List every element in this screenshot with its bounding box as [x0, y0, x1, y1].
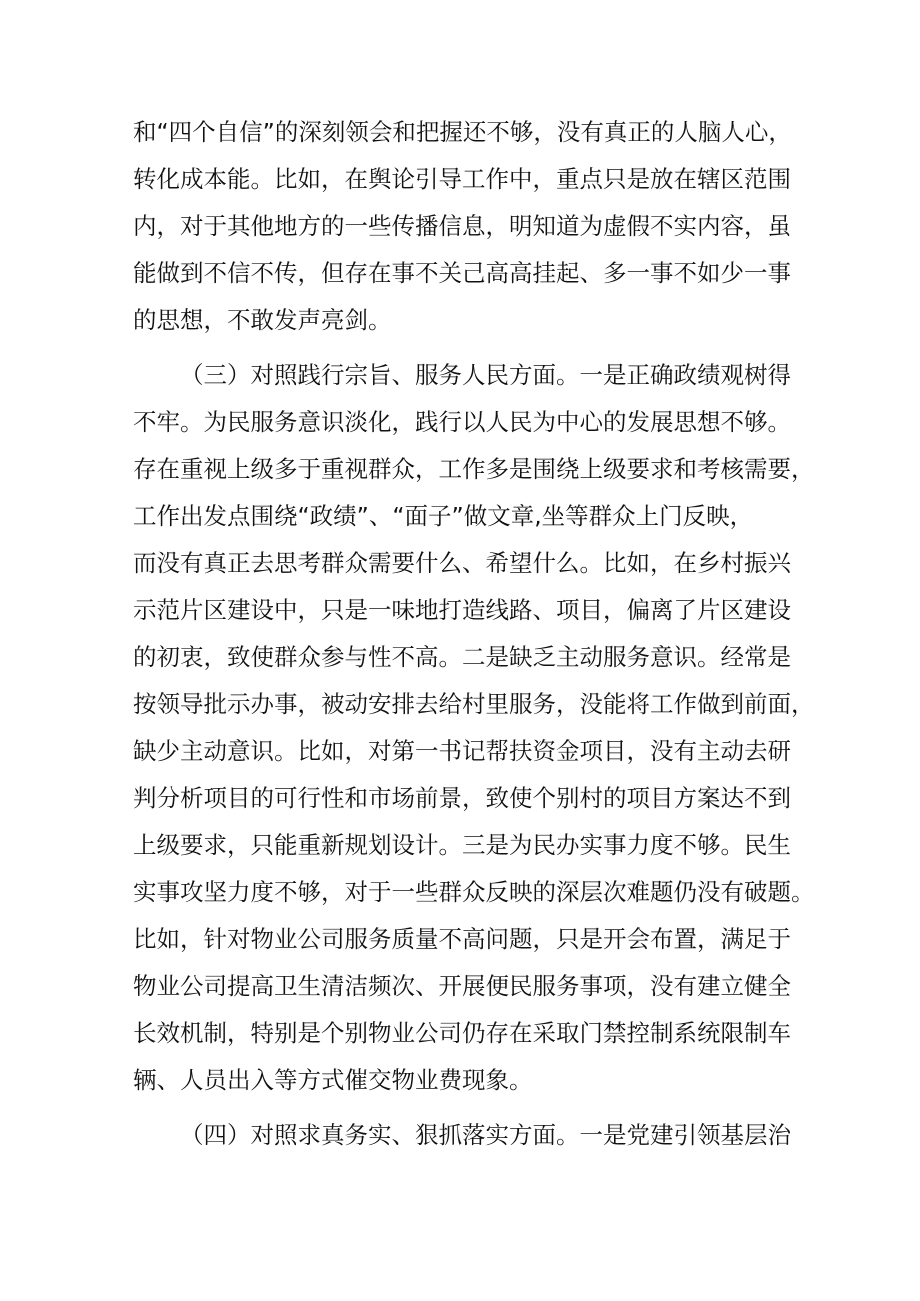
paragraph-line: 的初衷，致使群众参与性不高。二是缺乏主动服务意识。经常是 — [133, 643, 791, 671]
paragraph-line: 实事攻坚力度不够，对于一些群众反映的深层次难题仍没有破题。 — [133, 878, 815, 906]
paragraph-line: 而没有真正去思考群众需要什么、希望什么。比如，在乡村振兴 — [133, 549, 791, 577]
paragraph-line: 转化成本能。比如，在舆论引导工作中，重点只是放在辖区范围 — [133, 165, 791, 193]
section-heading-line: （四）对照求真务实、狠抓落实方面。一是党建引领基层治 — [180, 1121, 791, 1149]
paragraph-line: 不牢。为民服务意识淡化，践行以人民为中心的发展思想不够。 — [133, 408, 791, 436]
paragraph-line: 工作出发点围绕“政绩”、“面子”做文章,坐等群众上门反映， — [133, 502, 754, 530]
paragraph-line: 比如，针对物业公司服务质量不高问题，只是开会布置，满足于 — [133, 925, 791, 953]
paragraph-line: 和“四个自信”的深刻领会和把握还不够，没有真正的人脑人心， — [133, 118, 792, 146]
paragraph-line: 上级要求，只能重新规划设计。三是为民办实事力度不够。民生 — [133, 831, 791, 859]
paragraph-line: 内，对于其他地方的一些传播信息，明知道为虚假不实内容，虽 — [133, 212, 791, 240]
paragraph-line: 示范片区建设中，只是一味地打造线路、项目，偏离了片区建设 — [133, 596, 791, 624]
paragraph-line: 判分析项目的可行性和市场前景，致使个别村的项目方案达不到 — [133, 784, 791, 812]
paragraph-line: 按领导批示办事，被动安排去给村里服务，没能将工作做到前面， — [133, 690, 815, 718]
paragraph-line: 存在重视上级多于重视群众，工作多是围绕上级要求和考核需要， — [133, 455, 815, 483]
paragraph-line: 物业公司提高卫生清洁频次、开展便民服务事项，没有建立健全 — [133, 972, 791, 1000]
paragraph-line: 长效机制，特别是个别物业公司仍存在采取门禁控制系统限制车 — [133, 1019, 791, 1047]
paragraph-line: 辆、人员出入等方式催交物业费现象。 — [133, 1066, 533, 1094]
section-heading-line: （三）对照践行宗旨、服务人民方面。一是正确政绩观树得 — [180, 361, 791, 389]
paragraph-line: 的思想，不敢发声亮剑。 — [133, 306, 392, 334]
paragraph-line: 缺少主动意识。比如，对第一书记帮扶资金项目，没有主动去研 — [133, 737, 791, 765]
paragraph-line: 能做到不信不传，但存在事不关己高高挂起、多一事不如少一事 — [133, 259, 791, 287]
